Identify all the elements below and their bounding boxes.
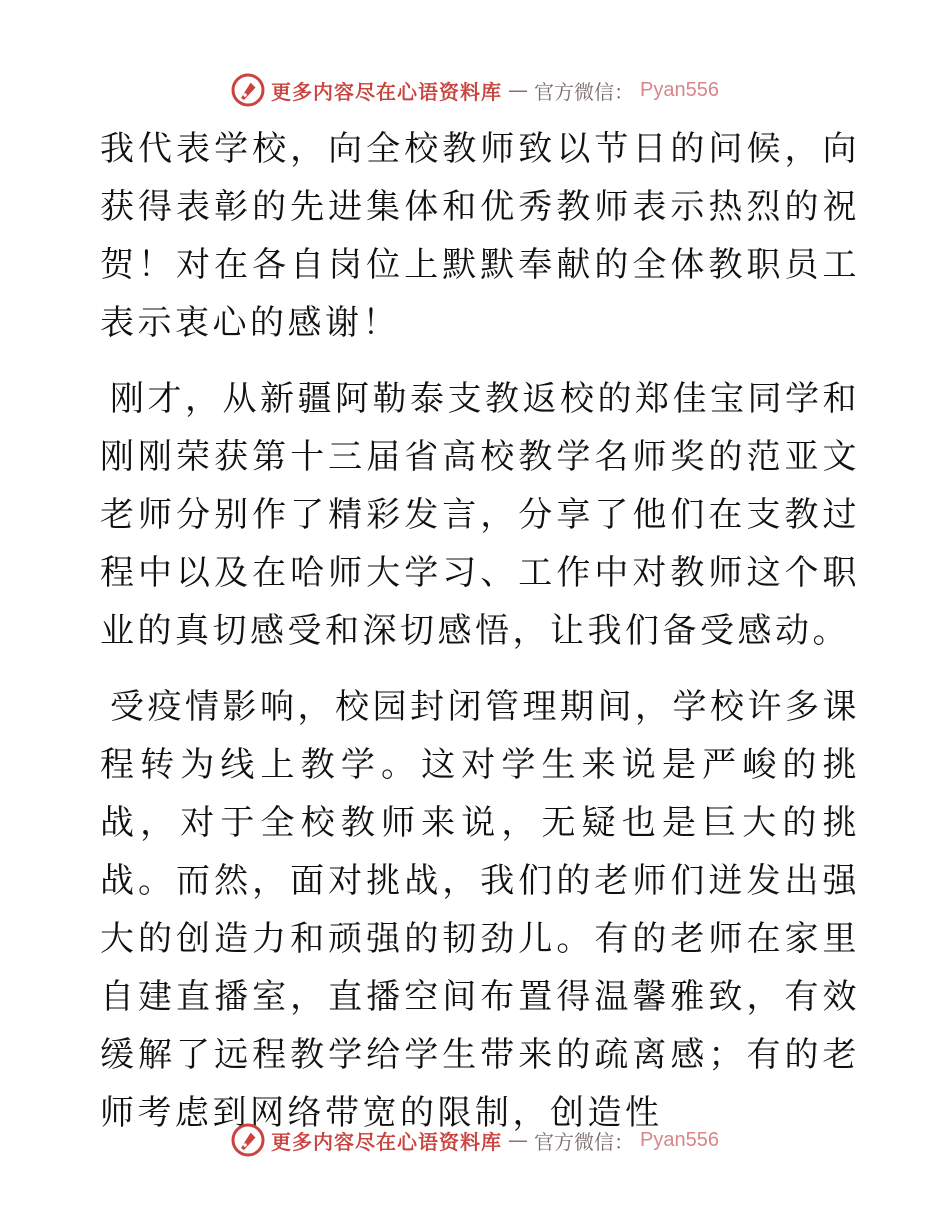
banner-official-label: 官方微信： bbox=[534, 1129, 635, 1154]
banner-site-name: 更多内容尽在心语资料库 bbox=[271, 79, 503, 104]
paragraph-1: 我代表学校，向全校教师致以节日的问候，向获得表彰的先进集体和优秀教师表示热烈的祝贺！对在各自岗位上默默奉献的全体教职员工表示衷心的感谢！ bbox=[100, 129, 860, 343]
paragraph-2: 刚才，从新疆阿勒泰支教返校的郑佳宝同学和刚刚荣获第十三届省高校教学名师奖的范亚文老师分别作了精彩发言，分享了他们在支教过程中以及在哈师大学习、工作中对教师这个职业的真切感受和深切感悟，让我们备受感动。 bbox=[100, 379, 860, 651]
banner-dash: — bbox=[508, 78, 529, 102]
banner-wechat-id: Pyan556 bbox=[640, 1128, 719, 1151]
pen-nib-logo-icon bbox=[231, 73, 265, 107]
paragraph-3: 受疫情影响，校园封闭管理期间，学校许多课程转为线上教学。这对学生来说是严峻的挑战，对于全校教师来说，无疑也是巨大的挑战。而然，面对挑战，我们的老师们迸发出强大的创造力和顽强的韧劲儿。有的老师在家里自建直播室，直播空间布置得温馨雅致，有效缓解了远程教学给学生带来的疏离感；有的老师考虑到网络带宽的限制，创造性 bbox=[100, 687, 860, 1133]
footer-banner bbox=[0, 1120, 950, 1160]
banner-site-name: 更多内容尽在心语资料库 bbox=[271, 1129, 503, 1154]
banner-wechat-id: Pyan556 bbox=[640, 78, 719, 101]
document-body bbox=[100, 120, 860, 1133]
banner-official-label: 官方微信： bbox=[534, 79, 635, 104]
banner-dash: — bbox=[508, 1128, 529, 1152]
header-banner bbox=[0, 70, 950, 110]
pen-nib-logo-icon bbox=[231, 1123, 265, 1157]
